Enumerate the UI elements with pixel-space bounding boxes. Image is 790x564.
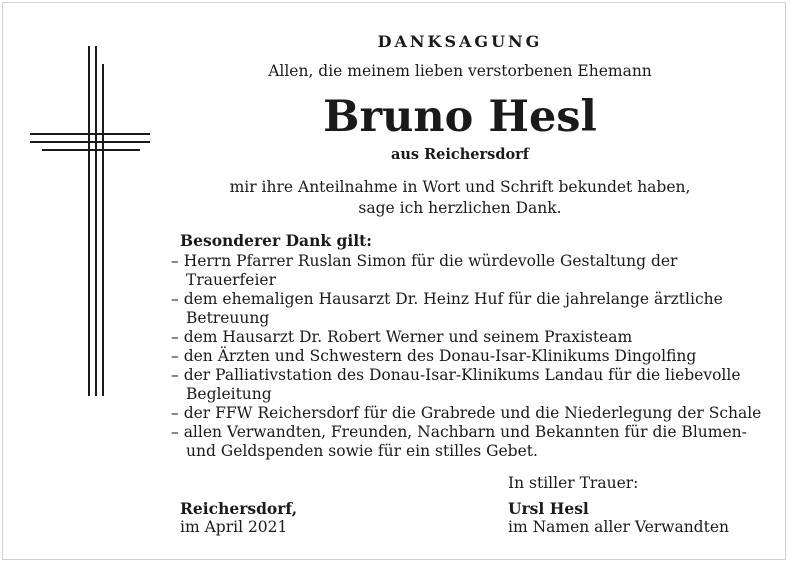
deceased-name: Bruno Hesl: [323, 92, 597, 142]
place-date: [180, 499, 297, 537]
signer-name: Ursl Hesl: [508, 499, 589, 518]
list-item: – der FFW Reichersdorf für die Grabrede und die Niederlegung der Schale: [171, 404, 771, 423]
cross-icon: [30, 46, 150, 396]
mourning-label: In stiller Trauer:: [508, 474, 639, 492]
signature: [508, 499, 729, 537]
signer-note: im Namen aller Verwandten: [508, 518, 729, 536]
special-thanks-label: Besonderer Dank gilt:: [180, 231, 372, 250]
origin: aus Reichersdorf: [390, 146, 530, 163]
heading: DANKSAGUNG: [377, 32, 543, 51]
list-item: – allen Verwandten, Freunden, Nachbarn und Bekannten für die Blumen- und Geldspenden sowie für ein stilles Gebet.: [171, 423, 771, 461]
list-item: – Herrn Pfarrer Ruslan Simon für die würdevolle Gestaltung der Trauerfeier: [171, 252, 771, 290]
place: Reichersdorf,: [180, 499, 298, 518]
list-item: – den Ärzten und Schwestern des Donau-Isar-Klinikums Dingolfing: [171, 347, 771, 366]
thanks-text: [180, 177, 740, 219]
date: im April 2021: [180, 518, 288, 536]
intro-text: Allen, die meinem lieben verstorbenen Ehemann: [268, 62, 652, 80]
thanks-line-1: mir ihre Anteilnahme in Wort und Schrift bekundet haben,: [229, 178, 691, 196]
list-item: – der Palliativstation des Donau-Isar-Klinikums Landau für die liebevolle Begleitung: [171, 366, 771, 404]
list-item: – dem Hausarzt Dr. Robert Werner und seinem Praxisteam: [171, 328, 771, 347]
thanks-line-2: sage ich herzlichen Dank.: [358, 199, 562, 217]
list-item: – dem ehemaligen Hausarzt Dr. Heinz Huf für die jahrelange ärztliche Betreuung: [171, 290, 771, 328]
thanks-list: [171, 252, 771, 461]
